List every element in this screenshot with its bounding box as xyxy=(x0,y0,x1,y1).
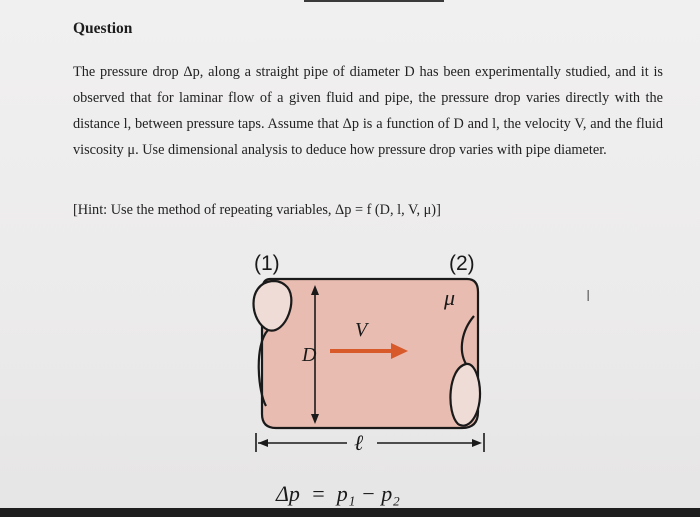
pressure-drop-equation: Δp = p₁ − p₂ xyxy=(276,481,400,506)
question-heading: Question xyxy=(73,20,133,37)
section-2-label: (2) xyxy=(449,252,475,275)
length-arrow-left-head xyxy=(258,439,268,447)
question-text: The pressure drop Δp, along a straight pipe of diameter D has been experimentally studied, and it is observed that for laminar flow of a given fluid and pipe, the pressure drop varies directly with the distance l, between pressure taps. Assume that Δp is a function of D and l, the velocity V, and the fluid viscosity μ. Use dimensional analysis to deduce how pressure drop varies with pipe diameter. xyxy=(73,64,663,158)
outlet-cross-section xyxy=(450,364,480,426)
section-1-label: (1) xyxy=(254,252,280,275)
velocity-label: V xyxy=(355,319,368,341)
screen-bottom-edge xyxy=(0,508,700,517)
hint-text: [Hint: Use the method of repeating variables, Δp = f (D, l, V, μ)] xyxy=(73,202,441,218)
length-arrow-right-head xyxy=(472,439,482,447)
diameter-label: D xyxy=(302,344,317,366)
viscosity-label: μ xyxy=(444,285,456,310)
text-cursor-icon: I xyxy=(586,287,591,305)
length-label: ℓ xyxy=(354,430,364,455)
